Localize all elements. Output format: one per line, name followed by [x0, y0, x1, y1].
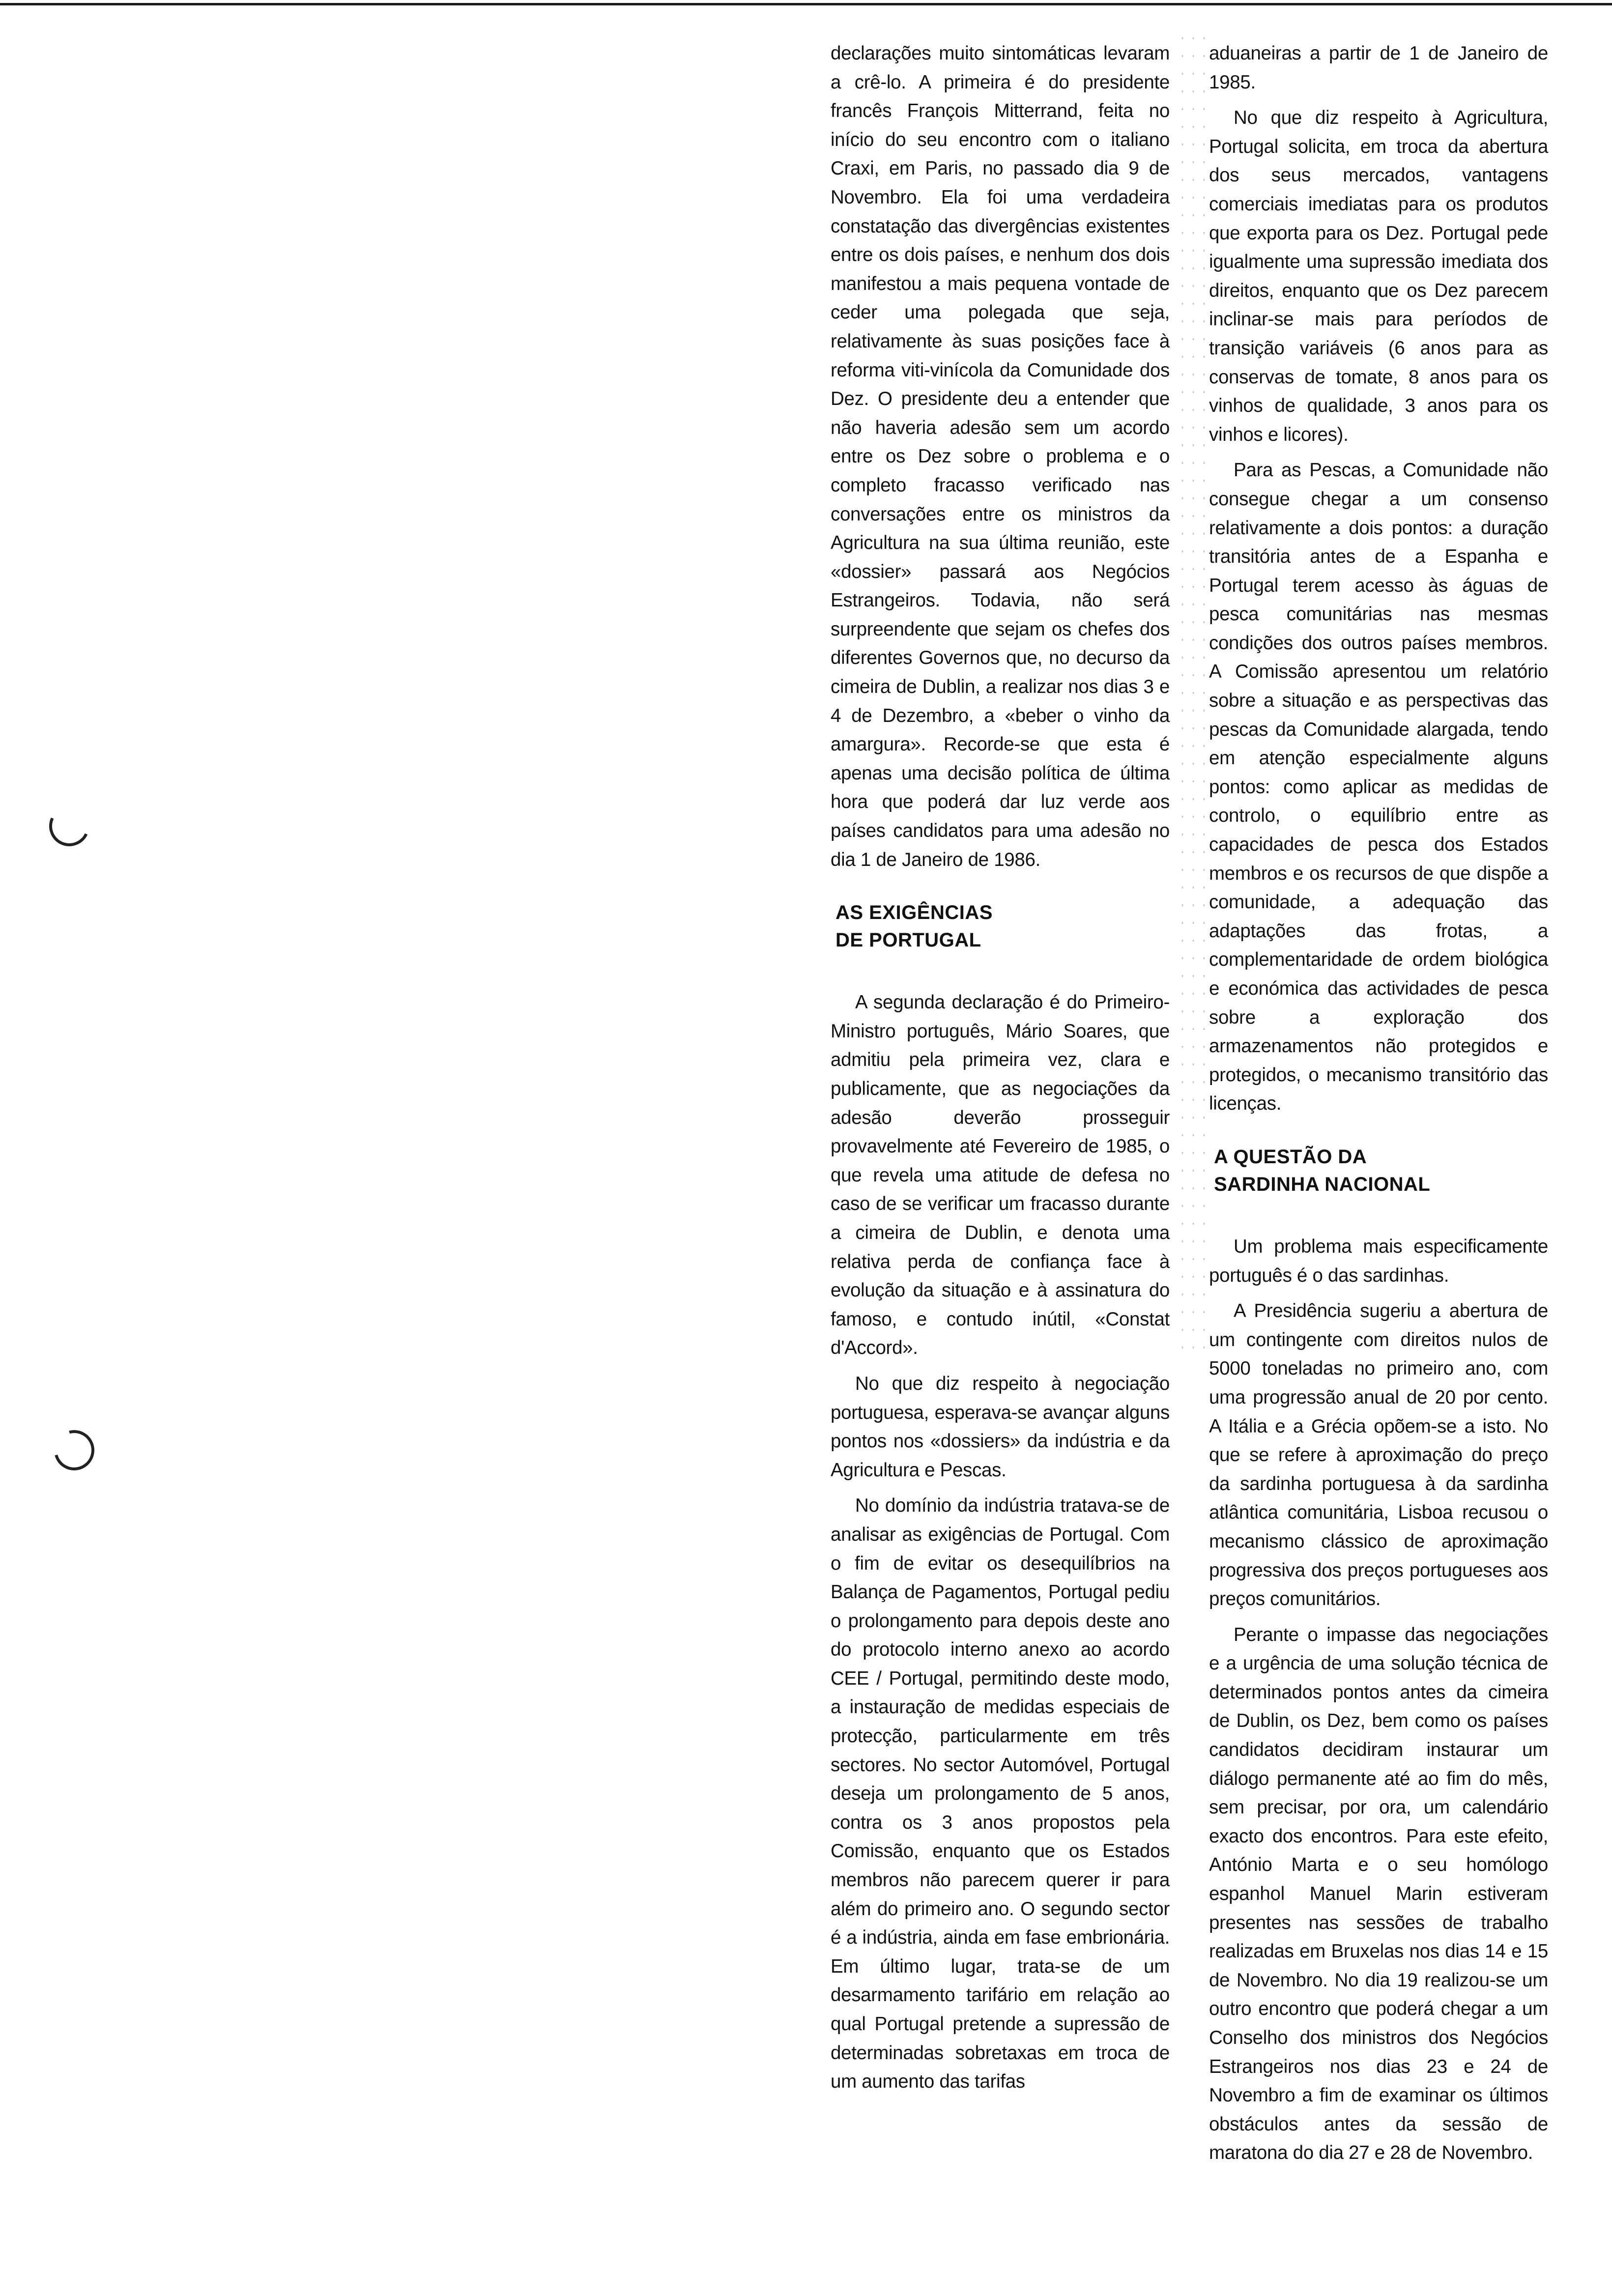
article-column-left: [831, 39, 1170, 2096]
article-paragraph: Um problema mais especificamente português é o das sardinhas.: [1209, 1235, 1548, 1286]
article-paragraph: No que diz respeito à negociação portuguesa, esperava-se avançar alguns pontos nos «dossiers» da indústria e da Agricultura e Pescas.: [831, 1373, 1170, 1481]
punch-hole-mark-upper: [43, 800, 95, 852]
heading-line: AS EXIGÊNCIAS: [835, 902, 993, 924]
top-border-line: [0, 3, 1612, 5]
heading-line: DE PORTUGAL: [835, 929, 981, 951]
article-paragraph: A Presidência sugeriu a abertura de um contingente com direitos nulos de 5000 toneladas no primeiro ano, com uma progressão anual de 20 por cento. A Itália e a Grécia opõem-se a isto. No que se refere à aproximação do preço da sardinha portuguesa à da sardinha atlântica comunitária, Lisboa recusou o mecanismo clássico de aproximação progressiva dos preços portugueses aos preços comunitários.: [1209, 1300, 1548, 1610]
heading-line: SARDINHA NACIONAL: [1214, 1173, 1431, 1195]
article-paragraph: Para as Pescas, a Comunidade não consegue chegar a um consenso relativamente a dois pontos: a duração transitória antes de a Espanha e Portugal terem acesso às águas de pesca comunitárias nas mesmas condições dos outros países membros. A Comissão apresentou um relatório sobre a situação e as perspectivas das pescas da Comunidade alargada, tendo em atenção especialmente alguns pontos: como aplicar as medidas de controlo, o equilíbrio entre as capacidades de pesca dos Estados membros e os recursos de que dispõe a comunidade, a adequação das adaptações das frotas, a complementaridade de ordem biológica e económica das actividades de pesca sobre a exploração dos armazenamentos não protegidos e protegidos, o mecanismo transitório das licenças.: [1209, 459, 1548, 1115]
section-heading-exigencias: [835, 899, 1170, 954]
article-paragraph: No domínio da indústria tratava-se de analisar as exigências de Portugal. Com o fim de evitar os desequilíbrios na Balança de Pagamentos, Portugal pediu o prolongamento para depois deste ano do protocolo interno anexo ao acordo CEE / Portugal, permitindo deste modo, a instauração de medidas especiais de protecção, particularmente em três sectores. No sector Automóvel, Portugal deseja um prolongamento de 5 anos, contra os 3 anos propostos pela Comissão, enquanto que os Estados membros não parecem querer ir para além do primeiro ano. O segundo sector é a indústria, ainda em fase embrionária. Em último lugar, trata-se de um desarmamento tarifário em relação ao qual Portugal pretende a supressão de determinadas sobretaxas em troca de um aumento das tarifas: [831, 1495, 1170, 2093]
article-paragraph: No que diz respeito à Agricultura, Portugal solicita, em troca da abertura dos seus mercados, vantagens comerciais imediatas para os produtos que exporta para os Dez. Portugal pede igualmente uma supressão imediata dos direitos, enquanto que os Dez parecem inclinar-se mais para períodos de transição variáveis (6 anos para as conservas de tomate, 8 anos para os vinhos de qualidade, 3 anos para os vinhos e licores).: [1209, 107, 1548, 445]
article-paragraph: A segunda declaração é do Primeiro-Ministro português, Mário Soares, que admitiu pela primeira vez, clara e publicamente, que as negociações da adesão deverão prosseguir provavelmente até Fevereiro de 1985, o que revela uma atitude de defesa no caso de se verificar um fracasso durante a cimeira de Dublin, e denota uma relativa perda de confiança face à evolução da situação e à assinatura do famoso, e contudo inútil, «Constat d'Accord».: [831, 992, 1170, 1359]
scan-noise: [1177, 29, 1207, 1356]
article-column-right: [1209, 39, 1548, 2168]
article-paragraph: declarações muito sintomáticas levaram a crê-lo. A primeira é do presidente francês François Mitterrand, feita no início do seu encontro com o italiano Craxi, em Paris, no passado dia 9 de Novembro. Ela foi uma verdadeira constatação das divergências existentes entre os dois países, e nenhum dos dois manifestou a mais pequena vontade de ceder uma polegada que seja, relativamente às suas posições face à reforma viti-vinícola da Comunidade dos Dez. O presidente deu a entender que não haveria adesão sem um acordo entre os Dez sobre o problema e o completo fracasso verificado nas conversações entre os ministros da Agricultura na sua última reunião, este «dossier» passará aos Negócios Estrangeiros. Todavia, não será surpreendente que sejam os chefes dos diferentes Governos que, no decurso da cimeira de Dublin, a realizar nos dias 3 e 4 de Dezembro, a «beber o vinho da amargura». Recorde-se que esta é apenas uma decisão política de última hora que poderá dar luz verde aos países candidatos para uma adesão no dia 1 de Janeiro de 1986.: [831, 43, 1170, 870]
heading-line: A QUESTÃO DA: [1214, 1146, 1367, 1168]
article-paragraph: aduaneiras a partir de 1 de Janeiro de 1985.: [1209, 43, 1548, 93]
article-paragraph: Perante o impasse das negociações e a urgência de uma solução técnica de determinados pontos antes da cimeira de Dublin, os Dez, bem como os países candidatos decidiram instaurar um diálogo permanente até ao fim do mês, sem precisar, por ora, um calendário exacto dos encontros. Para este efeito, António Marta e o seu homólogo espanhol Manuel Marin estiveram presentes nas sessões de trabalho realizadas em Bruxelas nos dias 14 e 15 de Novembro. No dia 19 realizou-se um outro encontro que poderá chegar a um Conselho dos ministros dos Negócios Estrangeiros nos dias 23 e 24 de Novembro a fim de examinar os últimos obstáculos antes da sessão de maratona do dia 27 e 28 de Novembro.: [1209, 1624, 1548, 2164]
section-heading-sardinha: [1214, 1143, 1548, 1198]
punch-hole-mark-lower: [47, 1423, 102, 1478]
